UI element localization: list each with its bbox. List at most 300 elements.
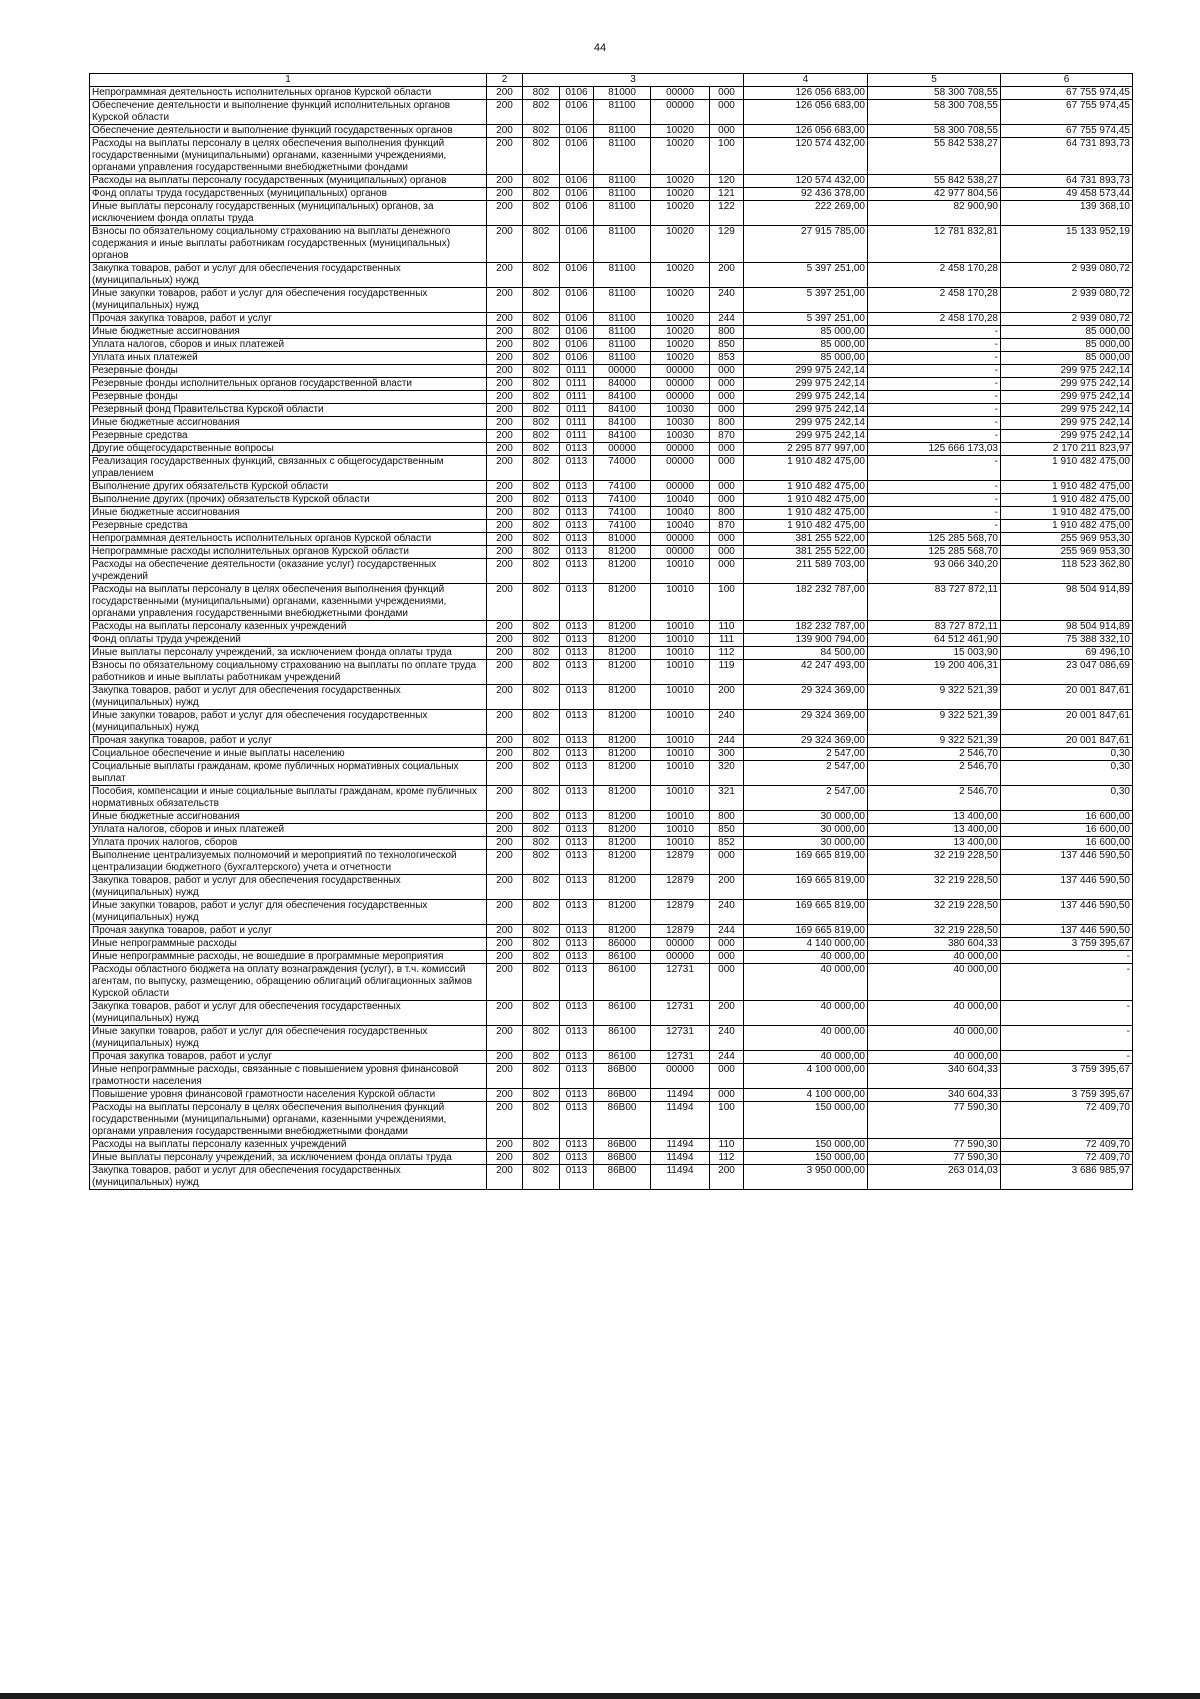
table-row (90, 761, 1133, 786)
code-admin: 200 (487, 1102, 523, 1139)
row-name: Взносы по обязательному социальному страхованию на выплаты денежного содержания и иные выплаты работникам государственных (муниципальных) органов (90, 226, 487, 263)
table-row (90, 647, 1133, 660)
code-vr: 110 (710, 1139, 744, 1152)
amount-remaining: 75 388 332,10 (1001, 634, 1133, 647)
code-direction: 00000 (651, 100, 710, 125)
amount-executed: - (868, 481, 1001, 494)
code-vr: 321 (710, 786, 744, 811)
code-admin: 200 (487, 339, 523, 352)
amount-executed: - (868, 391, 1001, 404)
amount-remaining: 85 000,00 (1001, 352, 1133, 365)
amount-executed: - (868, 430, 1001, 443)
code-ministry: 802 (523, 584, 560, 621)
amount-executed: 2 458 170,28 (868, 288, 1001, 313)
code-program: 81100 (594, 188, 651, 201)
code-vr: 244 (710, 735, 744, 748)
code-program: 81200 (594, 925, 651, 938)
amount-executed: 2 458 170,28 (868, 263, 1001, 288)
code-direction: 00000 (651, 546, 710, 559)
code-direction: 00000 (651, 87, 710, 100)
code-program: 84000 (594, 378, 651, 391)
code-vr: 200 (710, 685, 744, 710)
amount-plan: 2 295 877 997,00 (744, 443, 868, 456)
amount-remaining: 3 759 395,67 (1001, 938, 1133, 951)
code-vr: 122 (710, 201, 744, 226)
amount-remaining: 139 368,10 (1001, 201, 1133, 226)
code-section: 0113 (560, 660, 594, 685)
row-name: Иные бюджетные ассигнования (90, 507, 487, 520)
row-name: Расходы на выплаты персоналу в целях обеспечения выполнения функций государственными (муниципальными) органами, казенными учреждениями, органами управления государственными внебюджетными фондами (90, 584, 487, 621)
row-name: Резервные средства (90, 520, 487, 533)
code-vr: 000 (710, 938, 744, 951)
amount-remaining: - (1001, 1051, 1133, 1064)
code-direction: 12731 (651, 964, 710, 1001)
code-vr: 000 (710, 1064, 744, 1089)
amount-remaining: - (1001, 964, 1133, 1001)
code-vr: 000 (710, 125, 744, 138)
code-program: 86100 (594, 1026, 651, 1051)
code-vr: 121 (710, 188, 744, 201)
table-row (90, 138, 1133, 175)
table-row (90, 226, 1133, 263)
code-direction: 00000 (651, 481, 710, 494)
code-vr: 000 (710, 87, 744, 100)
row-name: Пособия, компенсации и иные социальные выплаты гражданам, кроме публичных нормативных обязательств (90, 786, 487, 811)
code-vr: 119 (710, 660, 744, 685)
table-row (90, 1139, 1133, 1152)
code-ministry: 802 (523, 226, 560, 263)
amount-remaining: 1 910 482 475,00 (1001, 507, 1133, 520)
row-name: Резервные фонды (90, 391, 487, 404)
code-vr: 112 (710, 647, 744, 660)
code-ministry: 802 (523, 404, 560, 417)
header-col-1: 1 (90, 74, 487, 87)
table-row (90, 938, 1133, 951)
amount-plan: 42 247 493,00 (744, 660, 868, 685)
amount-plan: 30 000,00 (744, 824, 868, 837)
table-row (90, 951, 1133, 964)
code-program: 81200 (594, 710, 651, 735)
amount-executed: 263 014,03 (868, 1165, 1001, 1190)
amount-executed: - (868, 326, 1001, 339)
code-ministry: 802 (523, 875, 560, 900)
header-col-6: 6 (1001, 74, 1133, 87)
code-direction: 10010 (651, 748, 710, 761)
code-section: 0113 (560, 481, 594, 494)
amount-plan: 29 324 369,00 (744, 710, 868, 735)
amount-executed: 340 604,33 (868, 1089, 1001, 1102)
row-name: Резервные фонды исполнительных органов государственной власти (90, 378, 487, 391)
code-direction: 00000 (651, 533, 710, 546)
code-direction: 12879 (651, 875, 710, 900)
code-vr: 240 (710, 1026, 744, 1051)
code-program: 74100 (594, 481, 651, 494)
amount-executed: 77 590,30 (868, 1152, 1001, 1165)
amount-remaining: 72 409,70 (1001, 1139, 1133, 1152)
table-row (90, 900, 1133, 925)
code-program: 81100 (594, 288, 651, 313)
row-name: Выполнение других обязательств Курской области (90, 481, 487, 494)
table-row (90, 1051, 1133, 1064)
code-program: 81100 (594, 352, 651, 365)
code-vr: 853 (710, 352, 744, 365)
code-admin: 200 (487, 365, 523, 378)
code-direction: 10010 (651, 735, 710, 748)
code-admin: 200 (487, 313, 523, 326)
code-program: 84100 (594, 417, 651, 430)
code-section: 0113 (560, 710, 594, 735)
code-direction: 00000 (651, 378, 710, 391)
row-name: Закупка товаров, работ и услуг для обеспечения государственных (муниципальных) нужд (90, 685, 487, 710)
code-admin: 200 (487, 647, 523, 660)
amount-executed: - (868, 365, 1001, 378)
amount-remaining: 16 600,00 (1001, 811, 1133, 824)
code-direction: 00000 (651, 443, 710, 456)
table-row (90, 404, 1133, 417)
code-ministry: 802 (523, 1026, 560, 1051)
amount-plan: 139 900 794,00 (744, 634, 868, 647)
amount-plan: 150 000,00 (744, 1152, 868, 1165)
code-vr: 000 (710, 494, 744, 507)
amount-plan: 126 056 683,00 (744, 125, 868, 138)
amount-plan: 120 574 432,00 (744, 175, 868, 188)
code-vr: 000 (710, 365, 744, 378)
table-row (90, 417, 1133, 430)
code-program: 81200 (594, 837, 651, 850)
code-ministry: 802 (523, 647, 560, 660)
code-section: 0106 (560, 138, 594, 175)
code-ministry: 802 (523, 900, 560, 925)
row-name: Уплата иных платежей (90, 352, 487, 365)
row-name: Социальные выплаты гражданам, кроме публичных нормативных социальных выплат (90, 761, 487, 786)
amount-plan: 5 397 251,00 (744, 313, 868, 326)
code-section: 0111 (560, 430, 594, 443)
row-name: Расходы на обеспечение деятельности (оказание услуг) государственных учреждений (90, 559, 487, 584)
code-admin: 200 (487, 391, 523, 404)
code-direction: 10010 (651, 761, 710, 786)
code-ministry: 802 (523, 938, 560, 951)
code-program: 81200 (594, 811, 651, 824)
code-program: 86В00 (594, 1089, 651, 1102)
code-admin: 200 (487, 201, 523, 226)
code-admin: 200 (487, 748, 523, 761)
code-direction: 10030 (651, 417, 710, 430)
code-program: 81200 (594, 584, 651, 621)
code-ministry: 802 (523, 1152, 560, 1165)
code-section: 0106 (560, 125, 594, 138)
row-name: Резервные средства (90, 430, 487, 443)
amount-executed: 13 400,00 (868, 824, 1001, 837)
code-program: 81200 (594, 875, 651, 900)
code-program: 81100 (594, 175, 651, 188)
code-program: 81200 (594, 647, 651, 660)
code-program: 86000 (594, 938, 651, 951)
code-ministry: 802 (523, 326, 560, 339)
amount-plan: 29 324 369,00 (744, 685, 868, 710)
amount-plan: 211 589 703,00 (744, 559, 868, 584)
amount-executed: 13 400,00 (868, 811, 1001, 824)
code-program: 81100 (594, 263, 651, 288)
amount-executed: 58 300 708,55 (868, 100, 1001, 125)
amount-remaining: 15 133 952,19 (1001, 226, 1133, 263)
amount-remaining: 255 969 953,30 (1001, 546, 1133, 559)
code-direction: 12731 (651, 1026, 710, 1051)
amount-remaining: 299 975 242,14 (1001, 365, 1133, 378)
amount-plan: 5 397 251,00 (744, 263, 868, 288)
table-row (90, 175, 1133, 188)
row-name: Прочая закупка товаров, работ и услуг (90, 735, 487, 748)
code-ministry: 802 (523, 685, 560, 710)
table-row (90, 811, 1133, 824)
code-ministry: 802 (523, 417, 560, 430)
amount-plan: 1 910 482 475,00 (744, 481, 868, 494)
code-vr: 129 (710, 226, 744, 263)
code-admin: 200 (487, 1152, 523, 1165)
amount-remaining: 0,30 (1001, 761, 1133, 786)
code-direction: 10020 (651, 326, 710, 339)
amount-executed: - (868, 456, 1001, 481)
code-direction: 10040 (651, 520, 710, 533)
amount-executed: 93 066 340,20 (868, 559, 1001, 584)
code-program: 86В00 (594, 1152, 651, 1165)
code-admin: 200 (487, 443, 523, 456)
code-section: 0113 (560, 456, 594, 481)
table-row (90, 786, 1133, 811)
amount-executed: 12 781 832,81 (868, 226, 1001, 263)
row-name: Расходы на выплаты персоналу казенных учреждений (90, 621, 487, 634)
code-section: 0106 (560, 226, 594, 263)
table-row (90, 326, 1133, 339)
code-vr: 000 (710, 456, 744, 481)
code-direction: 12879 (651, 850, 710, 875)
code-ministry: 802 (523, 1064, 560, 1089)
row-name: Иные непрограммные расходы (90, 938, 487, 951)
row-name: Обеспечение деятельности и выполнение функций государственных органов (90, 125, 487, 138)
code-admin: 200 (487, 761, 523, 786)
code-vr: 000 (710, 391, 744, 404)
code-ministry: 802 (523, 1089, 560, 1102)
row-name: Иные непрограммные расходы, связанные с повышением уровня финансовой грамотности населения (90, 1064, 487, 1089)
code-ministry: 802 (523, 87, 560, 100)
row-name: Закупка товаров, работ и услуг для обеспечения государственных (муниципальных) нужд (90, 1001, 487, 1026)
amount-remaining: 1 910 482 475,00 (1001, 456, 1133, 481)
code-ministry: 802 (523, 1165, 560, 1190)
amount-plan: 5 397 251,00 (744, 288, 868, 313)
amount-remaining: 98 504 914,89 (1001, 584, 1133, 621)
amount-plan: 299 975 242,14 (744, 404, 868, 417)
row-name: Социальное обеспечение и иные выплаты населению (90, 748, 487, 761)
table-row (90, 188, 1133, 201)
table-row (90, 1102, 1133, 1139)
code-direction: 11494 (651, 1139, 710, 1152)
table-row (90, 559, 1133, 584)
code-direction: 10010 (651, 647, 710, 660)
code-vr: 000 (710, 964, 744, 1001)
table-row (90, 850, 1133, 875)
amount-remaining: 3 759 395,67 (1001, 1089, 1133, 1102)
code-ministry: 802 (523, 761, 560, 786)
code-vr: 000 (710, 546, 744, 559)
amount-remaining: 137 446 590,50 (1001, 900, 1133, 925)
code-admin: 200 (487, 417, 523, 430)
code-vr: 100 (710, 584, 744, 621)
table-row (90, 494, 1133, 507)
code-vr: 000 (710, 533, 744, 546)
code-program: 81200 (594, 685, 651, 710)
scan-bottom-edge (0, 1693, 1200, 1699)
code-ministry: 802 (523, 621, 560, 634)
code-program: 81200 (594, 660, 651, 685)
code-admin: 200 (487, 430, 523, 443)
code-section: 0113 (560, 1026, 594, 1051)
amount-remaining: 69 496,10 (1001, 647, 1133, 660)
table-row (90, 456, 1133, 481)
amount-executed: 125 285 568,70 (868, 546, 1001, 559)
table-row (90, 481, 1133, 494)
code-program: 81100 (594, 100, 651, 125)
code-admin: 200 (487, 481, 523, 494)
code-program: 81200 (594, 900, 651, 925)
amount-remaining: 299 975 242,14 (1001, 391, 1133, 404)
code-vr: 000 (710, 951, 744, 964)
code-direction: 00000 (651, 456, 710, 481)
amount-executed: 2 546,70 (868, 748, 1001, 761)
code-admin: 200 (487, 951, 523, 964)
code-ministry: 802 (523, 494, 560, 507)
code-direction: 12731 (651, 1051, 710, 1064)
table-row (90, 584, 1133, 621)
code-direction: 11494 (651, 1089, 710, 1102)
code-admin: 200 (487, 494, 523, 507)
code-vr: 870 (710, 520, 744, 533)
code-vr: 800 (710, 811, 744, 824)
code-ministry: 802 (523, 352, 560, 365)
table-row (90, 621, 1133, 634)
code-direction: 10020 (651, 352, 710, 365)
code-vr: 111 (710, 634, 744, 647)
amount-plan: 169 665 819,00 (744, 900, 868, 925)
table-row (90, 660, 1133, 685)
amount-plan: 2 547,00 (744, 786, 868, 811)
code-section: 0106 (560, 188, 594, 201)
header-col-3: 3 (523, 74, 744, 87)
amount-executed: 2 458 170,28 (868, 313, 1001, 326)
code-section: 0106 (560, 339, 594, 352)
budget-table (89, 73, 1133, 1190)
code-section: 0113 (560, 559, 594, 584)
code-vr: 100 (710, 1102, 744, 1139)
code-program: 81000 (594, 533, 651, 546)
code-admin: 200 (487, 520, 523, 533)
amount-executed: 55 842 538,27 (868, 175, 1001, 188)
code-section: 0111 (560, 417, 594, 430)
code-admin: 200 (487, 138, 523, 175)
code-program: 00000 (594, 365, 651, 378)
code-section: 0113 (560, 938, 594, 951)
amount-remaining: 299 975 242,14 (1001, 430, 1133, 443)
amount-remaining: 2 939 080,72 (1001, 313, 1133, 326)
code-section: 0111 (560, 378, 594, 391)
code-section: 0113 (560, 1001, 594, 1026)
code-ministry: 802 (523, 824, 560, 837)
code-program: 81100 (594, 125, 651, 138)
code-vr: 240 (710, 710, 744, 735)
code-section: 0106 (560, 352, 594, 365)
table-row (90, 87, 1133, 100)
code-program: 81000 (594, 87, 651, 100)
code-section: 0113 (560, 824, 594, 837)
amount-executed: 19 200 406,31 (868, 660, 1001, 685)
code-admin: 200 (487, 837, 523, 850)
amount-remaining: 67 755 974,45 (1001, 125, 1133, 138)
amount-plan: 126 056 683,00 (744, 87, 868, 100)
code-direction: 10020 (651, 313, 710, 326)
code-ministry: 802 (523, 391, 560, 404)
amount-remaining: 137 446 590,50 (1001, 850, 1133, 875)
amount-plan: 4 100 000,00 (744, 1064, 868, 1089)
amount-executed: - (868, 520, 1001, 533)
code-admin: 200 (487, 559, 523, 584)
code-vr: 240 (710, 900, 744, 925)
code-admin: 200 (487, 964, 523, 1001)
row-name: Иные бюджетные ассигнования (90, 811, 487, 824)
row-name: Иные закупки товаров, работ и услуг для обеспечения государственных (муниципальных) нужд (90, 288, 487, 313)
code-ministry: 802 (523, 546, 560, 559)
code-section: 0113 (560, 837, 594, 850)
code-admin: 200 (487, 1026, 523, 1051)
code-admin: 200 (487, 634, 523, 647)
code-section: 0113 (560, 1064, 594, 1089)
code-section: 0113 (560, 520, 594, 533)
amount-remaining: 3 686 985,97 (1001, 1165, 1133, 1190)
amount-remaining: - (1001, 951, 1133, 964)
code-direction: 10010 (651, 685, 710, 710)
amount-plan: 1 910 482 475,00 (744, 456, 868, 481)
amount-plan: 1 910 482 475,00 (744, 507, 868, 520)
amount-remaining: 2 939 080,72 (1001, 263, 1133, 288)
page-number: 44 (593, 42, 607, 54)
code-section: 0106 (560, 263, 594, 288)
code-section: 0113 (560, 811, 594, 824)
row-name: Обеспечение деятельности и выполнение функций исполнительных органов Курской области (90, 100, 487, 125)
table-row (90, 837, 1133, 850)
amount-executed: 32 219 228,50 (868, 875, 1001, 900)
row-name: Прочая закупка товаров, работ и услуг (90, 313, 487, 326)
amount-plan: 27 915 785,00 (744, 226, 868, 263)
row-name: Уплата прочих налогов, сборов (90, 837, 487, 850)
code-program: 74000 (594, 456, 651, 481)
code-ministry: 802 (523, 951, 560, 964)
amount-remaining: 1 910 482 475,00 (1001, 481, 1133, 494)
code-section: 0113 (560, 735, 594, 748)
row-name: Закупка товаров, работ и услуг для обеспечения государственных (муниципальных) нужд (90, 875, 487, 900)
amount-plan: 299 975 242,14 (744, 378, 868, 391)
code-admin: 200 (487, 226, 523, 263)
code-section: 0111 (560, 404, 594, 417)
row-name: Иные бюджетные ассигнования (90, 417, 487, 430)
code-admin: 200 (487, 660, 523, 685)
amount-plan: 150 000,00 (744, 1102, 868, 1139)
amount-executed: - (868, 507, 1001, 520)
code-admin: 200 (487, 263, 523, 288)
row-name: Выполнение других (прочих) обязательств Курской области (90, 494, 487, 507)
code-direction: 00000 (651, 938, 710, 951)
code-ministry: 802 (523, 1051, 560, 1064)
code-vr: 000 (710, 559, 744, 584)
table-row (90, 263, 1133, 288)
code-ministry: 802 (523, 507, 560, 520)
amount-executed: - (868, 352, 1001, 365)
